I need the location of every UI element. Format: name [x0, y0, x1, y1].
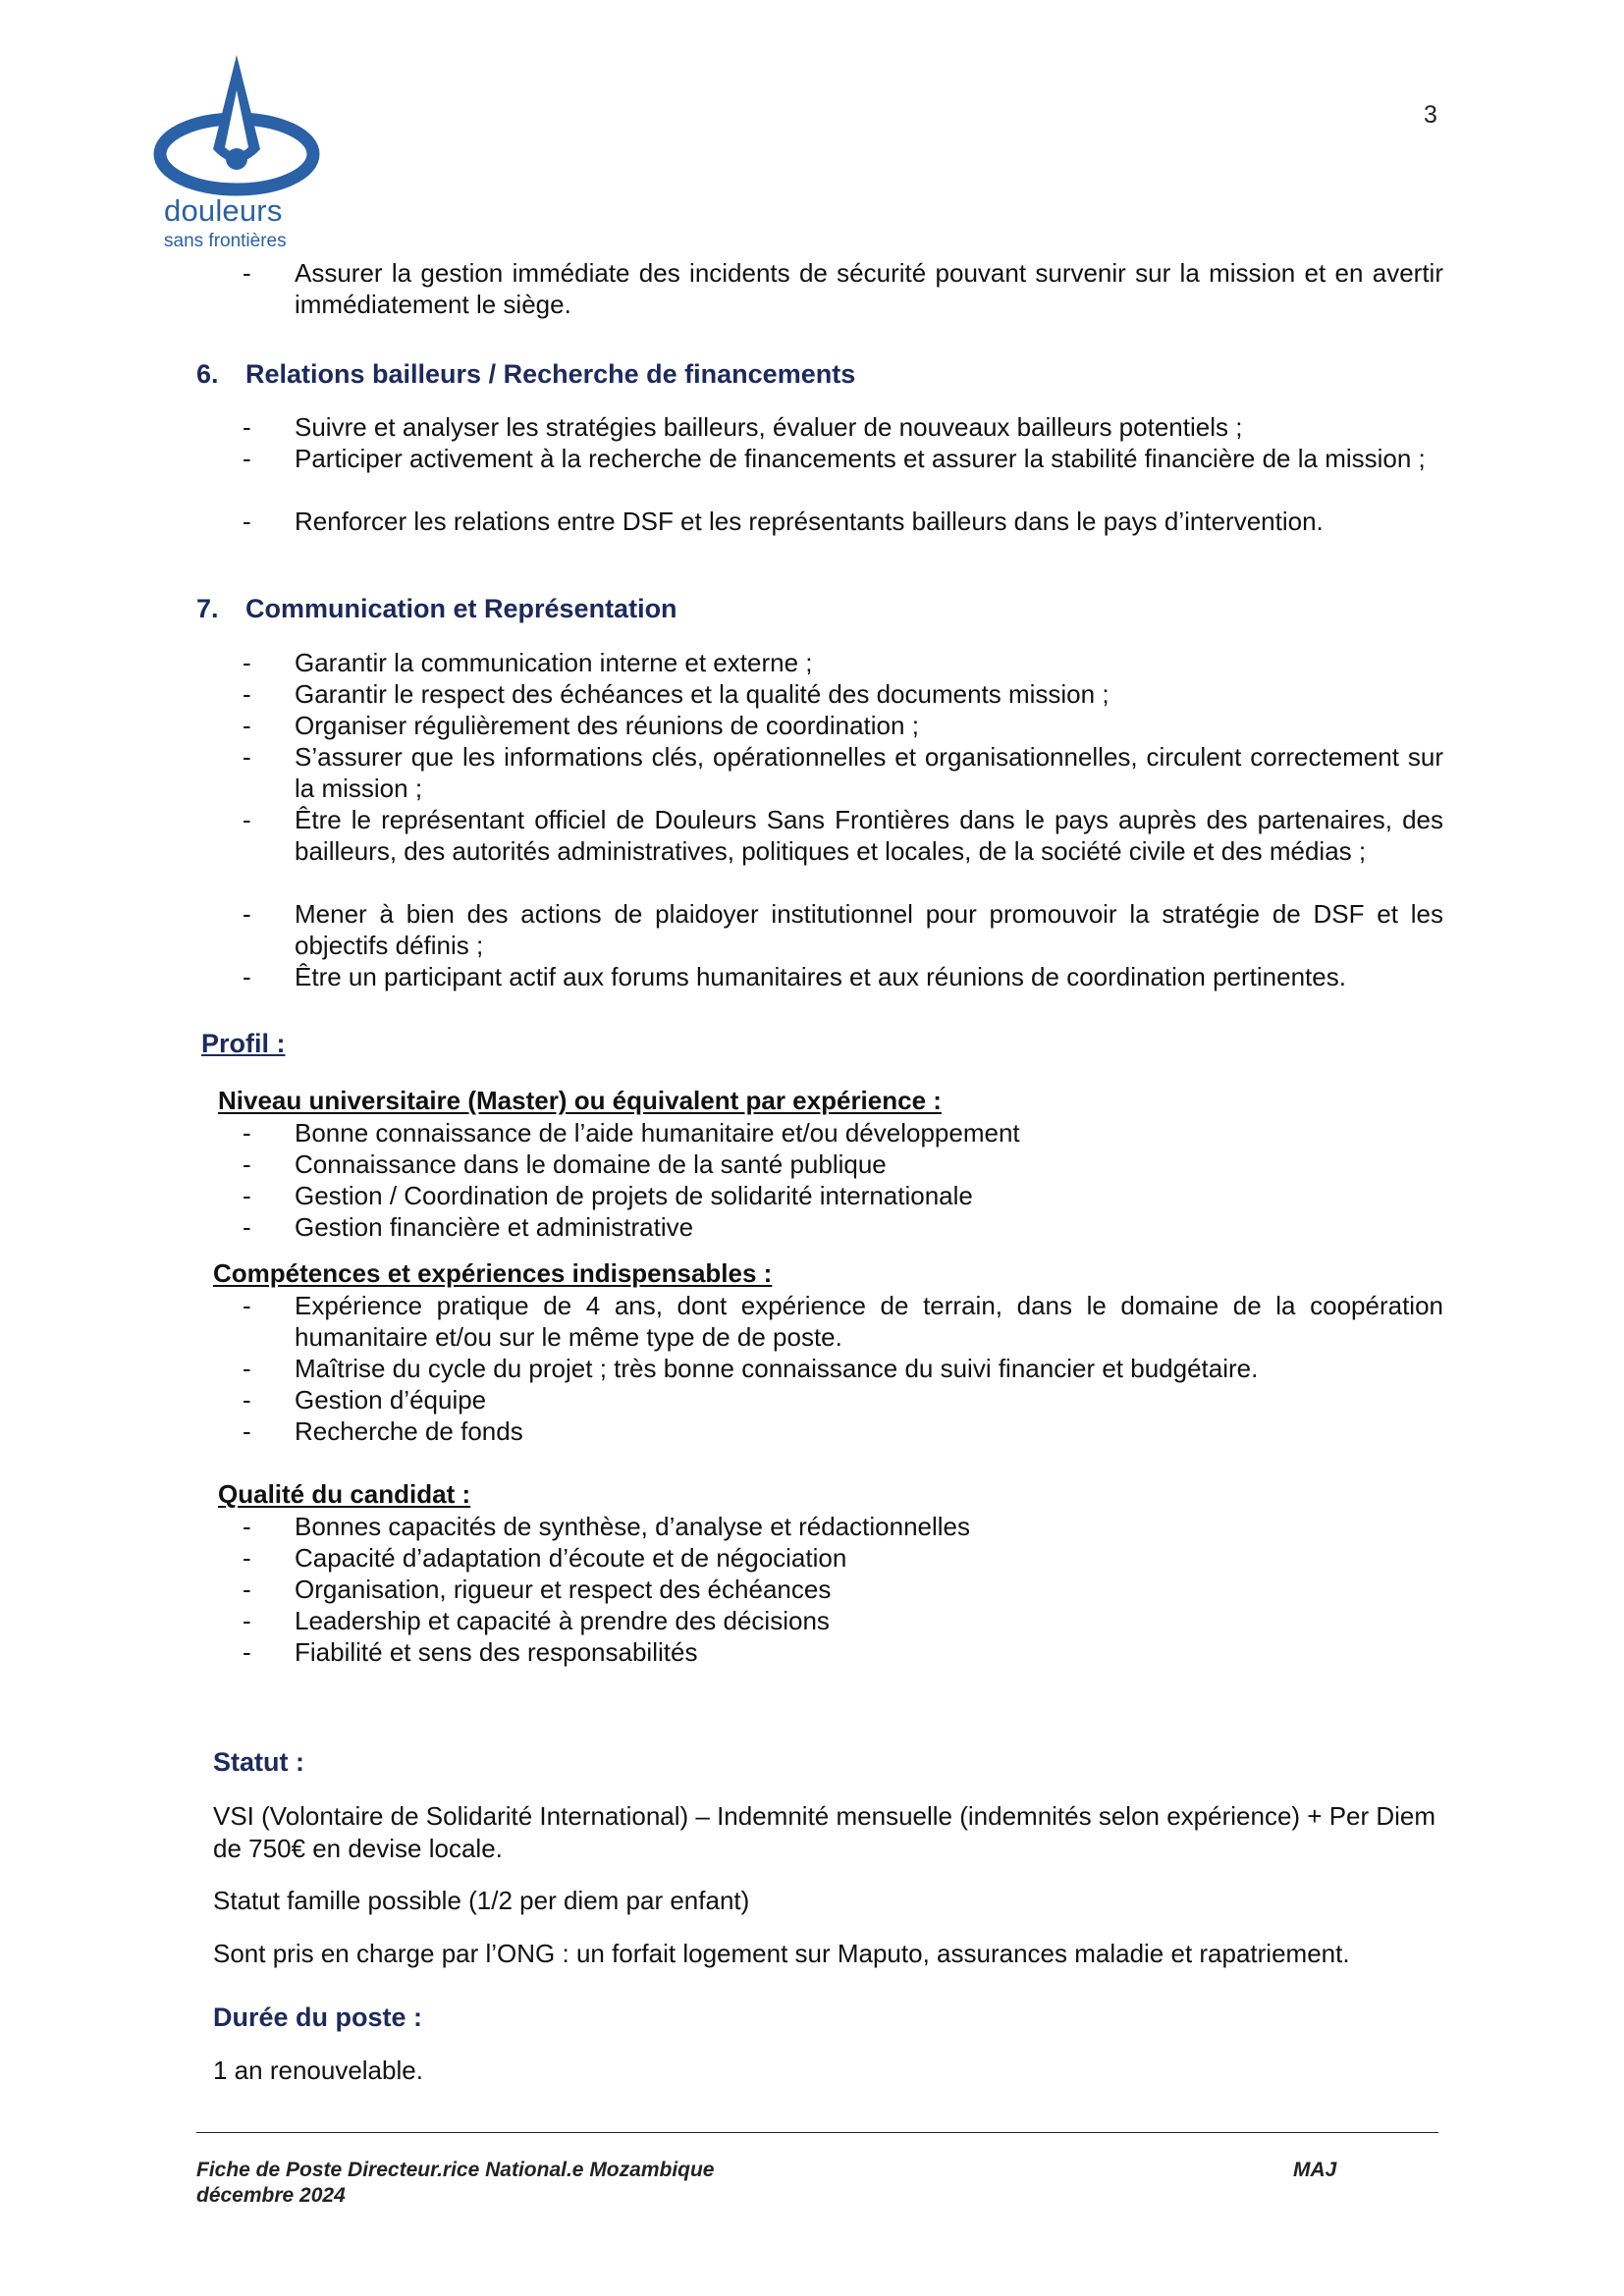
profil-heading: Profil : [201, 1029, 286, 1058]
footer-date: décembre 2024 [196, 2184, 346, 2207]
dsf-logo [152, 51, 329, 252]
document-page: douleurs sans frontières 3 - Assurer la gestion immédiate des incidents de sécurité pouvant survenir sur la mission et en avertir immédiatement le siège. 6. Relations bailleurs / Recherche de financements - Suivre et analyser les stratégies bailleurs, évaluer de nouveaux bailleurs potentiels ; - Participer activement à la recherche de financements et assurer la stabilité financière de la mission ; - Renforcer les relations entre DSF et les représentants bailleurs dans le pays d’intervention. 7. Communication et Représentation - Garantir la communication interne et externe ; - Garantir le respect des échéances et la qualité des documents mission ; - Organiser régulièrement des réunions de coordination ; - S’assurer que les informations clés, opérationnelles et organisationnelles, circulent correctement sur la mission ; - Être le représentant officiel de Douleurs Sans Frontières dans le pays auprès des partenaires, des bailleurs, des autorités administratives, politiques et locales, de la société civile et des médias ; - Mener à bien des actions de plaidoyer institutionnel pour promouvoir la stratégie de DSF et les objectifs définis ; - Être un participant actif aux forums humanitaires et aux réunions de coordination pertinentes. Profil : Niveau universitaire (Master) ou équivalent par expérience : - Bonne connaissance de l’aide humanitaire et/ou développement - Connaissance dans le domaine de la santé publique - Gestion / Coordination de projets de solidarité internationale - Gestion financière et administrative Compétences et expériences indispensables : - Expérience pratique de 4 ans, dont expérience de terrain, dans le domaine de la coopération humanitaire et/ou sur le même type de de poste. - Maîtrise du cycle du projet ; très bonne connaissance du suivi financier et budgétaire. - Gestion d’équipe - Recherche de fonds Qualité du candidat : - Bonnes capacités de synthèse, d’analyse et rédactionnelles - Capacité d’adaptation d’écoute et de négociation - Organisation, rigueur et respect des échéances - Leadership et capacité à prendre des décisions - Fiabilité et sens des responsabilités Statut : VSI (Volontaire de Solidarité International) – Indemnité mensuelle (indemnités selon expérience) + Per Diem de 750€ en devise locale. Statut famille possible (1/2 per diem par enfant) Sont pris en charge par l’ONG : un forfait logement sur Maputo, assurances maladie et rapatriement. Durée du poste : 1 an renouvelable. Fiche de Poste Directeur.rice National.e Mozambique décembre 2024 MAJ [0, 0, 1624, 2296]
footer-divider [196, 2132, 1438, 2133]
statut-heading: Statut : [213, 1747, 304, 1777]
sub-heading: Compétences et expériences indispensables : [213, 1258, 773, 1288]
sub-heading: Qualité du candidat : [218, 1479, 471, 1509]
footer-maj: MAJ [1293, 2159, 1337, 2181]
logo-mark-icon [152, 51, 329, 198]
page-number: 3 [1424, 101, 1437, 129]
statut-paragraph: VSI (Volontaire de Solidarité International) – Indemnité mensuelle (indemnités selon expérience) + Per Diem de 750€ en devise locale. [213, 1801, 1436, 1863]
section-heading: 7. Communication et Représentation [196, 594, 677, 623]
statut-paragraph: Sont pris en charge par l’ONG : un forfait logement sur Maputo, assurances maladie et rapatriement. [213, 1939, 1350, 1968]
footer-title: Fiche de Poste Directeur.rice National.e Mozambique [196, 2159, 715, 2181]
logo-tagline: sans frontières [164, 231, 287, 251]
sub-heading: Niveau universitaire (Master) ou équivalent par expérience : [218, 1086, 942, 1115]
bullet-dash: - [243, 258, 251, 288]
section-heading: 6. Relations bailleurs / Recherche de financements [196, 359, 856, 389]
duree-heading: Durée du poste : [213, 2002, 423, 2032]
logo-wordmark: douleurs [164, 193, 283, 228]
statut-paragraph: Statut famille possible (1/2 per diem par enfant) [213, 1886, 750, 1915]
duree-text: 1 an renouvelable. [213, 2056, 423, 2085]
